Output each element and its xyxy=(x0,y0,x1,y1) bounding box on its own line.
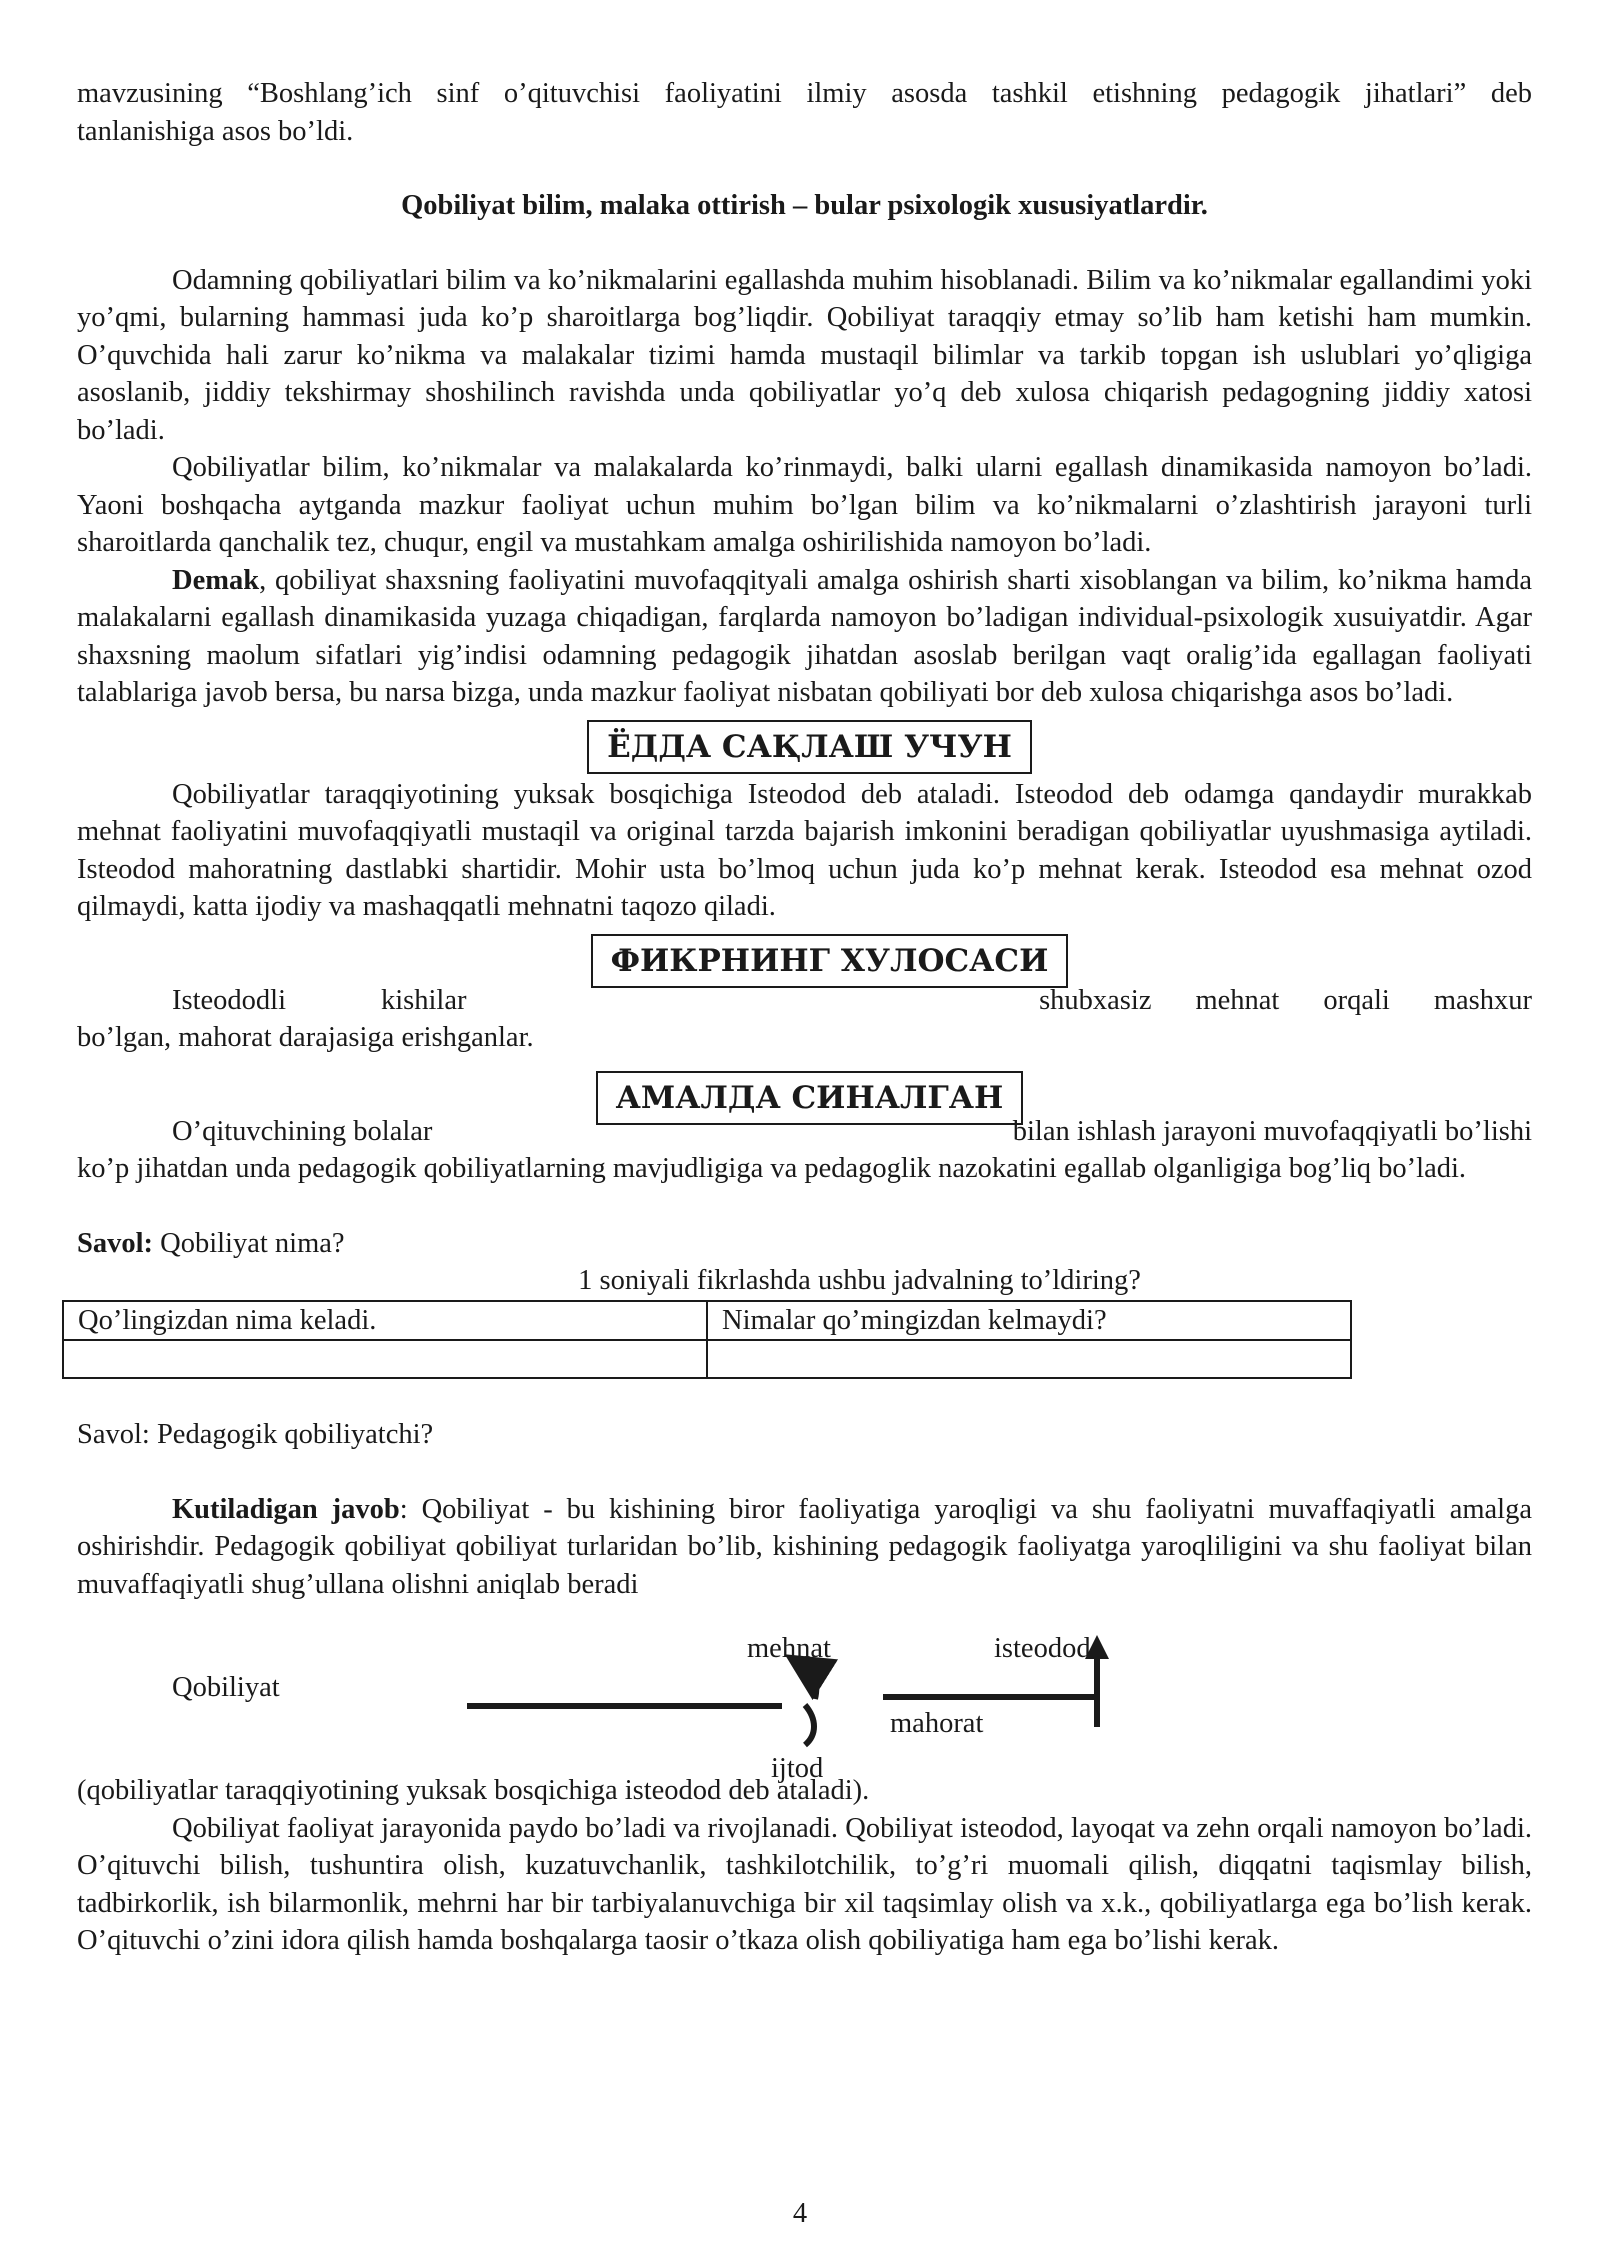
diagram-label-mahorat: mahorat xyxy=(890,1708,984,1739)
diagram-label-ijtod: ijtod xyxy=(771,1753,824,1784)
diagram-arrow-up-head xyxy=(1085,1635,1109,1659)
paragraph-7: Qobiliyat faoliyat jarayonida paydo bo’ladi va rivojlanadi. Qobiliyat isteodod, layoqat va zehn orqali namoyon bo’ladi. O’qituvchi bilish, tushuntira olish, kuzatuvchanlik, tashkilotchilik, to’g’ri muomali qilish, diqqatni taqismlay bilish, tadbirkorlik, ish bilarmonlik, mehrni har bir tarbiyalanuvchiga bir xil taqsimlay olish va x.k., qobiliyatlarga ega bo’lish kerak. O’qituvchi o’zini idora qilish hamda boshqalarga taosir o’tkaza olish qobiliyatiga ham ega bo’lishi kerak. xyxy=(77,1812,1532,1956)
table-empty-cell-2[interactable] xyxy=(707,1340,1351,1378)
expected-answer xyxy=(77,1491,1532,1604)
paragraph-3 xyxy=(77,562,1532,712)
table-header-col-2: Nimalar qo’mingizdan kelmaydi? xyxy=(707,1301,1351,1341)
diagram-curved-arrow-down xyxy=(805,1705,814,1745)
paragraph-2: Qobiliyatlar bilim, ko’nikmalar va malakalarda ko’rinmaydi, balki ularni egallash dinamikasida namoyon bo’ladi. Yaoni boshqacha aytganda mazkur faoliyat uchun muhim bo’lgan bilim va ko’nikmalarni o’zlashtirish jarayoni turli sharoitlarda qanchalik tez, chuqur, engil va mustahkam amalga oshirilishida namoyon bo’ladi. xyxy=(77,452,1532,558)
page-number: 4 xyxy=(792,2198,808,2229)
expected-answer-label: Kutiladigan javob xyxy=(172,1493,400,1525)
word: orqali xyxy=(1323,984,1390,1016)
callout-box-remember: ЁДДА САҚЛАШ УЧУН xyxy=(587,720,1032,774)
callout-box-conclusion: ФИКРНИНГ ХУЛОСАСИ xyxy=(591,934,1069,988)
fill-in-table xyxy=(62,1300,1352,1380)
question-2: Savol: Pedagogik qobiliyatchi? xyxy=(77,1419,434,1450)
word: mashxur xyxy=(1433,984,1532,1016)
table-empty-cell-1[interactable] xyxy=(63,1340,707,1378)
paragraph-3-text: , qobiliyat shaxsning faoliyatini muvofaqqityali amalga oshirish sharti xisoblangan va bilim, ko’nikma hamda malakalarni egallash dinamikasida yuzaga chiqadigan, farqlarda namoyon bo’ladigan individual-psixologik xusuiyatdir. Agar shaxsning maolum sifatlari yig’indisi odamning pedagogik jihatdan asoslab berilgan vaqt oralig’ida egallagan faoliyati talablariga javob bersa, bu narsa bizga, unda mazkur faoliyat nisbatan qobiliyati bor deb xulosa chiqarishga asos bo’ladi. xyxy=(77,564,1532,708)
question-1 xyxy=(77,1225,1532,1263)
callout-row-1 xyxy=(77,720,1532,774)
section-heading: Qobiliyat bilim, malaka ottirish – bular psixologik xususiyatlardir. xyxy=(401,190,1208,221)
word: mehnat xyxy=(1195,984,1280,1016)
table-header-row xyxy=(63,1301,1351,1341)
question-1-label: Savol: xyxy=(77,1227,154,1259)
callout-box-tested: АМАЛДА СИНАЛГАН xyxy=(596,1071,1024,1125)
question-1-text: Qobiliyat nima? xyxy=(153,1227,345,1259)
paragraph-1: Odamning qobiliyatlari bilim va ko’nikmalarini egallashda muhim hisoblanadi. Bilim va ko’nikmalar egallandimi yoki yo’qmi, bularning hammasi juda ko’p sharoitlarga bog’liqdir. Qobiliyat taraqqiy etmay so’lib ham ketishi ham mumkin. O’quvchida hali zarur ko’nikma va malakalar tizimi hamda mustaqil bilimlar va tarkib topgan ish uslublari yo’qligiga asoslanib, jiddiy tekshirmay shoshilinch ravishda unda qobiliyatlar yo’q deb xulosa chiqarish pedagogning jiddiy xatosi bo’ladi. xyxy=(77,264,1532,446)
paragraph-5-line-2: bo’lgan, mahorat darajasiga erishganlar. xyxy=(77,1022,534,1053)
paragraph-6-start: O’qituvchining bolalar xyxy=(172,1115,433,1147)
diagram-label-mehnat: mehnat xyxy=(747,1633,831,1664)
word: Isteododli xyxy=(172,984,286,1016)
table-title: 1 soniyali fikrlashda ushbu jadvalning to’ldiring? xyxy=(578,1265,1141,1296)
diagram-curved-arrow-up xyxy=(805,1667,816,1699)
expected-answer-text: : Qobiliyat - bu kishining biror faoliyatiga yaroqligi va shu faoliyatni muvaffaqiyatli amalga oshirishdir. Pedagogik qobiliyat qobiliyat turlaridan bo’lib, kishining pedagogik faoliyatga yaroqliligini va shu faoliyat bilan muvaffaqiyatli shug’ullana olishni aniqlab beradi xyxy=(77,1493,1533,1600)
callout-row-2 xyxy=(77,934,1532,988)
diagram-label-qobiliyat: Qobiliyat xyxy=(172,1672,280,1703)
diagram-note: (qobiliyatlar taraqqiyotining yuksak bosqichiga isteodod deb ataladi). xyxy=(77,1775,870,1806)
paragraph-4: Qobiliyatlar taraqqiyotining yuksak bosqichiga Isteodod deb ataladi. Isteodod deb odamga qandaydir murakkab mehnat faoliyatini muvofaqqiyatli mustaqil va original tarzda bajarish imkonini beradigan qobiliyatlar uyushmasiga aytiladi. Isteodod mahoratning dastlabki shartidir. Mohir usta bo’lmoq uchun juda ko’p mehnat kerak. Isteodod esa mehnat ozod qilmaydi, katta ijodiy va mashaqqatli mehnatni taqozo qiladi. xyxy=(77,778,1532,922)
paragraph-6-rest: ko’p jihatdan unda pedagogik qobiliyatlarning mavjudligiga va pedagoglik nazokatini egallab olganligiga bog’liq bo’ladi. xyxy=(77,1153,1467,1184)
diagram-label-isteodod: isteodod xyxy=(994,1633,1091,1664)
intro-line-1: mavzusining “Boshlang’ich sinf o’qituvchisi faoliyatini ilmiy asosda tashkil etishning pedagogik jihatlari” deb xyxy=(77,78,1532,109)
word: shubxasiz xyxy=(1039,984,1152,1016)
table-header-col-1: Qo’lingizdan nima keladi. xyxy=(63,1301,707,1341)
ability-diagram xyxy=(77,1627,1532,1792)
paragraph-3-lead: Demak xyxy=(172,564,260,596)
document-page xyxy=(77,75,1532,1960)
table-empty-row xyxy=(63,1340,1351,1378)
word: kishilar xyxy=(381,984,467,1016)
paragraph-6-end: bilan ishlash jarayoni muvofaqqiyatli bo’lishi xyxy=(1012,1115,1532,1147)
intro-line-2: tanlanishiga asos bo’ldi. xyxy=(77,115,354,147)
diagram-arrows xyxy=(77,1627,1532,1792)
